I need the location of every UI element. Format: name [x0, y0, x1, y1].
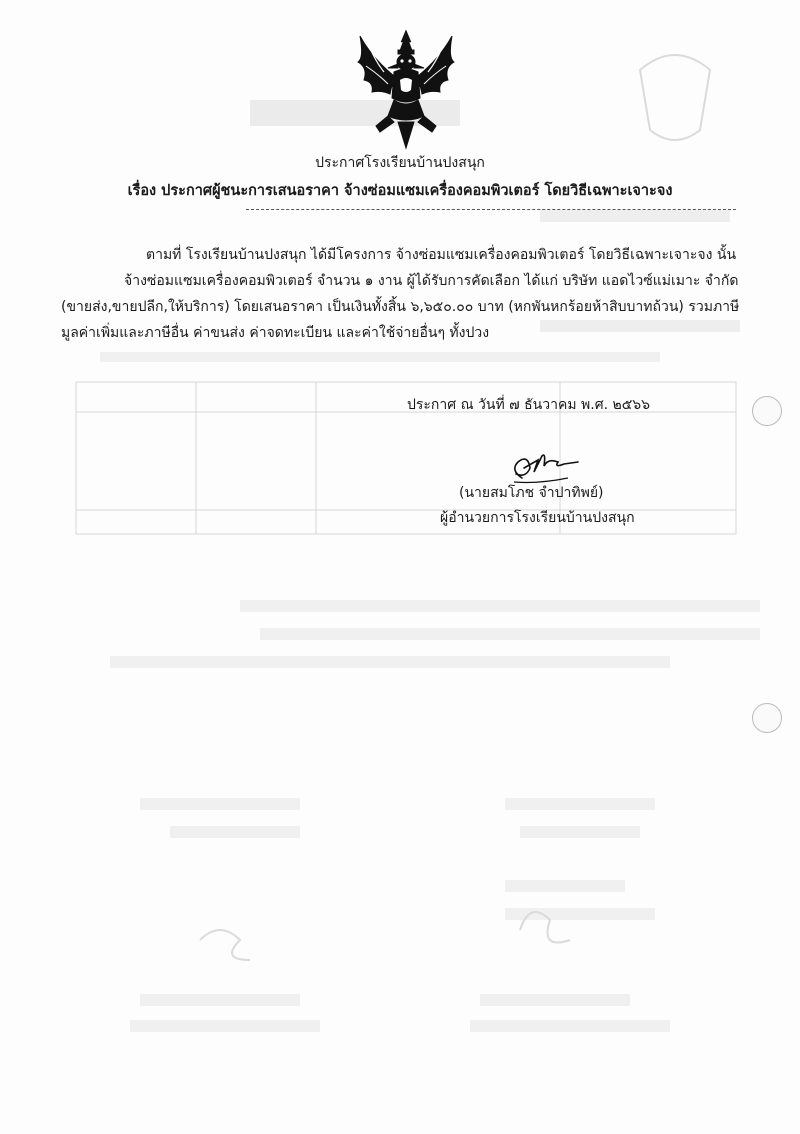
body-line-1: ตามที่ โรงเรียนบ้านปงสนุก ได้มีโครงการ จ้างซ่อมแซมเครื่องคอมพิวเตอร์ โดยวิธีเฉพาะเจาะจง นั้น	[146, 247, 737, 263]
title-separator	[246, 209, 736, 210]
signer-position: ผู้อำนวยการโรงเรียนบ้านปงสนุก	[440, 510, 635, 526]
signer-name: (นายสมโภช จำปาทิพย์)	[459, 485, 604, 501]
punch-hole-upper	[752, 396, 782, 426]
announcement-subject: เรื่อง ประกาศผู้ชนะการเสนอราคา จ้างซ่อมแซมเครื่องคอมพิวเตอร์ โดยวิธีเฉพาะเจาะจง	[127, 183, 673, 199]
announcement-date: ประกาศ ณ วันที่ ๗ ธันวาคม พ.ศ. ๒๕๖๖	[407, 397, 651, 413]
body-line-3: (ขายส่ง,ขายปลีก,ให้บริการ) โดยเสนอราคา เป็นเงินทั้งสิ้น ๖,๖๕๐.๐๐ บาท (หกพันหกร้อยห้าสิบบาทถ้วน) รวมภาษี	[61, 299, 740, 315]
punch-hole-lower	[752, 703, 782, 733]
body-line-4: มูลค่าเพิ่มและภาษีอื่น ค่าขนส่ง ค่าจดทะเบียน และค่าใช้จ่ายอื่นๆ ทั้งปวง	[61, 325, 490, 341]
garuda-emblem	[354, 28, 458, 150]
body-line-2: จ้างซ่อมแซมเครื่องคอมพิวเตอร์ จำนวน ๑ งาน ผู้ได้รับการคัดเลือก ได้แก่ บริษัท แอดไวซ์แม่เมาะ จำกัด	[124, 273, 739, 289]
announcement-org-title: ประกาศโรงเรียนบ้านปงสนุก	[315, 155, 485, 171]
